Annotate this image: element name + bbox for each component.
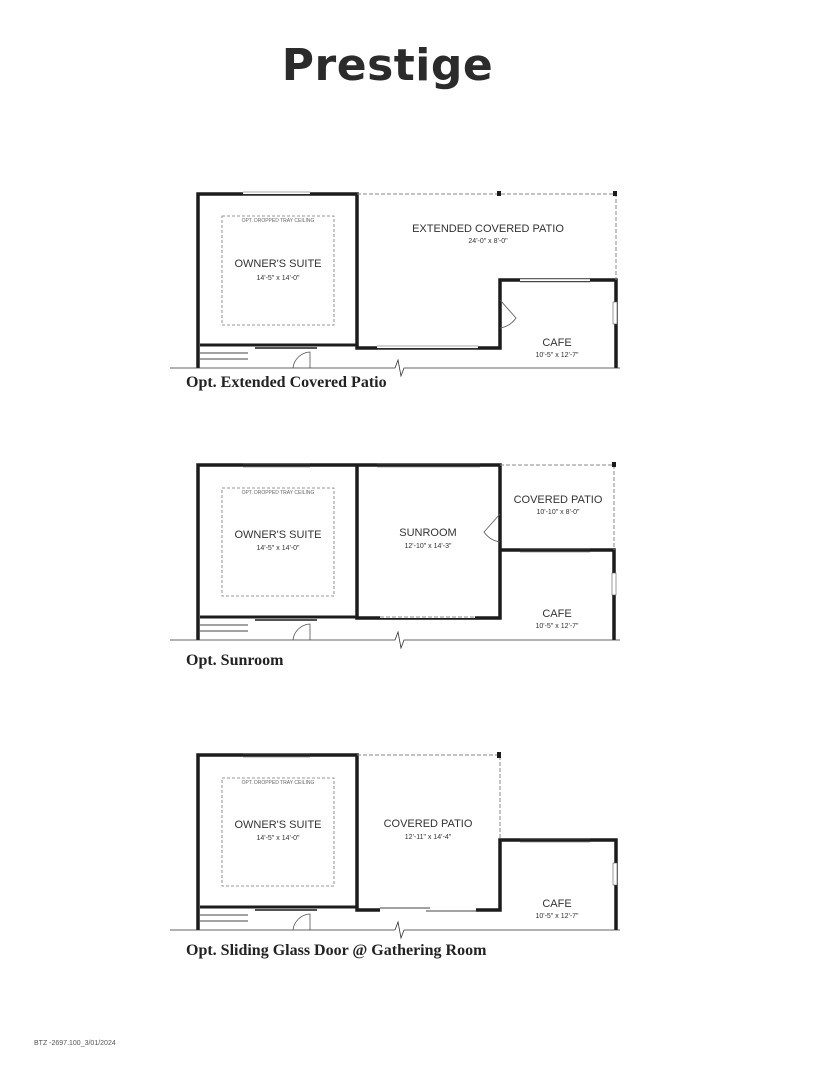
plan-extended-covered-patio xyxy=(0,180,835,400)
plan-sliding-glass-door xyxy=(0,740,835,960)
floor-plan-drawing xyxy=(0,740,835,960)
patio-dims: 24'-0" x 8'-0" xyxy=(468,238,508,245)
owners-suite-label: OWNER'S SUITE xyxy=(234,529,322,541)
cafe-dims: 10'-5" x 12'-7" xyxy=(535,623,579,630)
owners-suite-dims: 14'-5" x 14'-0" xyxy=(256,275,300,282)
tray-ceiling-label: OPT. DROPPED TRAY CEILING xyxy=(241,490,315,496)
sunroom-dims: 12'-10" x 14'-3" xyxy=(404,543,452,550)
tray-ceiling-label: OPT. DROPPED TRAY CEILING xyxy=(241,780,315,786)
patio-label: COVERED PATIO xyxy=(513,494,603,506)
plan-sunroom xyxy=(0,452,835,672)
plan-caption: Opt. Sliding Glass Door @ Gathering Room xyxy=(186,942,487,959)
cafe-dims: 10'-5" x 12'-7" xyxy=(535,913,579,920)
owners-suite-dims: 14'-5" x 14'-0" xyxy=(256,835,300,842)
cafe-label: CAFE xyxy=(542,608,572,620)
floor-plan-drawing xyxy=(0,180,835,400)
patio-label: EXTENDED COVERED PATIO xyxy=(412,223,564,235)
owners-suite-dims: 14'-5" x 14'-0" xyxy=(256,545,300,552)
cafe-dims: 10'-5" x 12'-7" xyxy=(535,352,579,359)
cafe-label: CAFE xyxy=(542,337,572,349)
patio-label: COVERED PATIO xyxy=(383,818,473,830)
document-code: BTZ -2697.100_3/01/2024 xyxy=(34,1040,116,1047)
plan-caption: Opt. Sunroom xyxy=(186,652,284,669)
plan-caption: Opt. Extended Covered Patio xyxy=(186,374,387,391)
patio-dims: 12'-11" x 14'-4" xyxy=(404,834,452,841)
page-title: Prestige xyxy=(281,40,494,91)
floor-plan-drawing xyxy=(0,452,835,672)
tray-ceiling-label: OPT. DROPPED TRAY CEILING xyxy=(241,218,315,224)
cafe-label: CAFE xyxy=(542,898,572,910)
sunroom-label: SUNROOM xyxy=(399,527,457,539)
patio-dims: 10'-10" x 8'-0" xyxy=(536,509,580,516)
owners-suite-label: OWNER'S SUITE xyxy=(234,819,322,831)
owners-suite-label: OWNER'S SUITE xyxy=(234,258,322,270)
